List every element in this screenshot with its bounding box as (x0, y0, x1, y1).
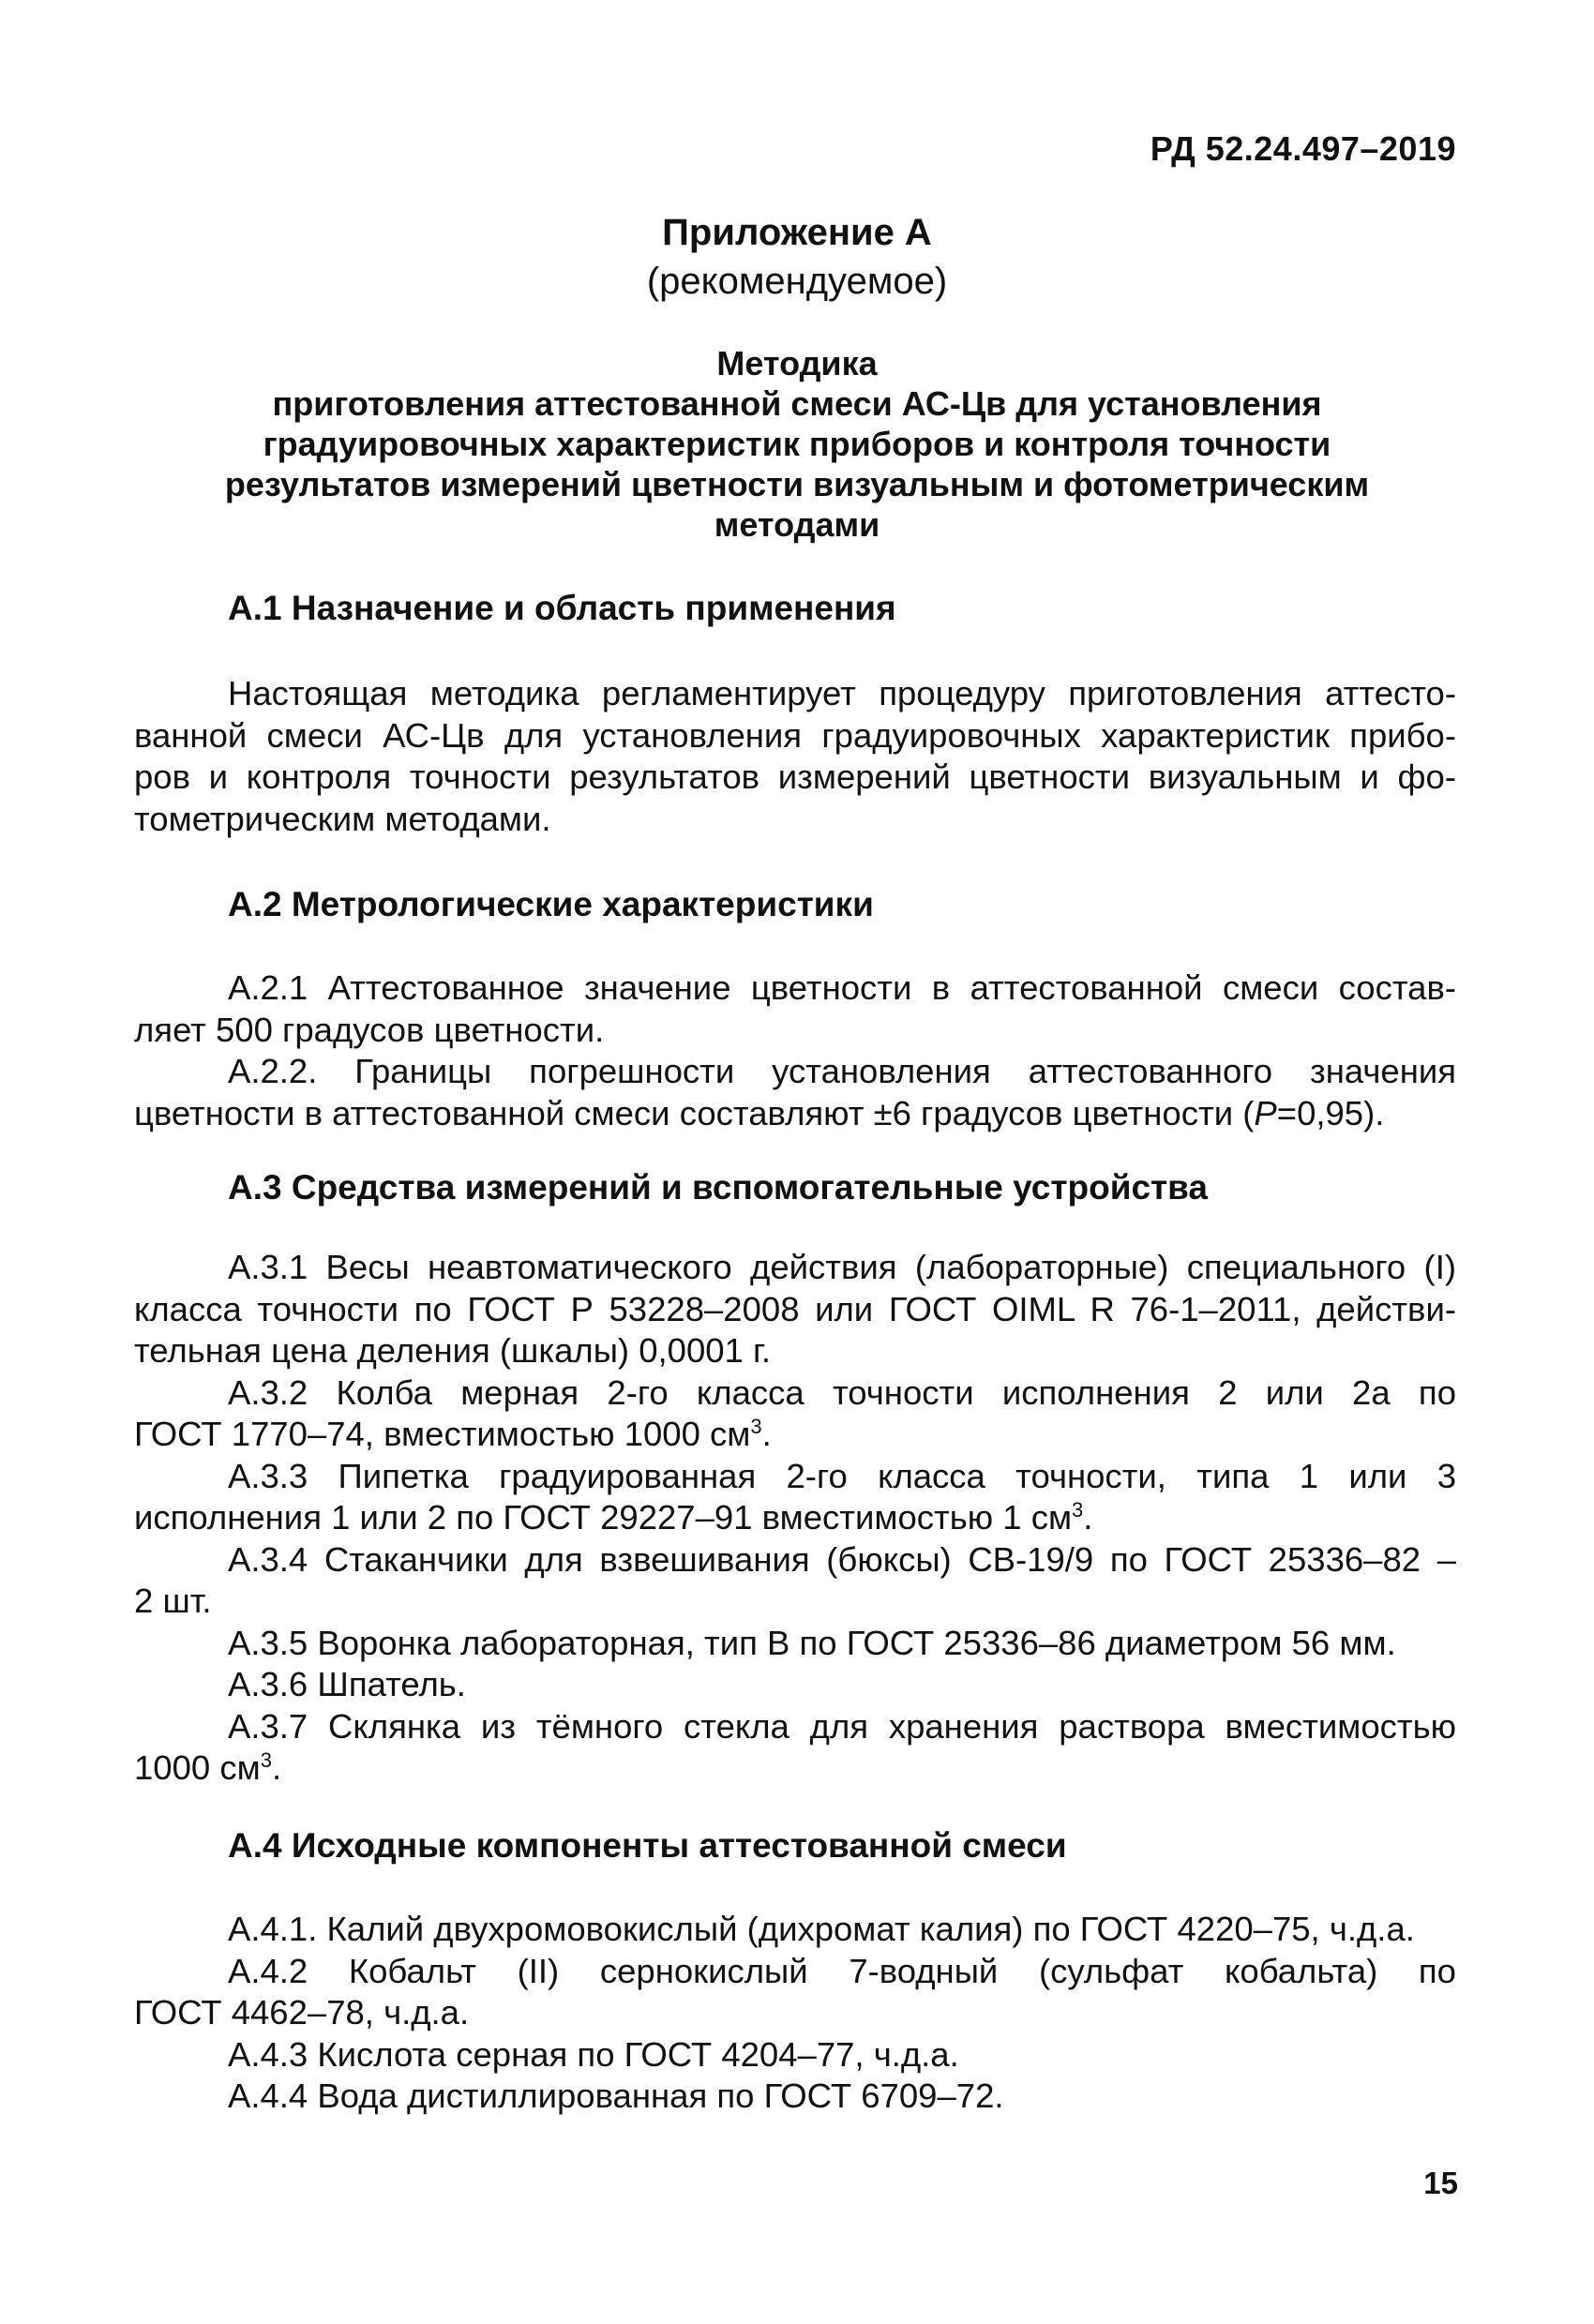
text-line: ляет 500 градусов цветности. (134, 1010, 605, 1049)
text-line: тометрическим методами. (134, 799, 551, 838)
text-line: А.4.4 Вода дистиллированная по ГОСТ 6709–72. (228, 2077, 1004, 2115)
text-line: А.3.2 Колба мерная 2-го класса точности исполнения 2 или 2а по (228, 1372, 1456, 1412)
methodology-line: приготовления аттестованной смеси АС-Цв для установления (272, 384, 1322, 423)
methodology-heading: Методика (716, 344, 878, 382)
appendix-subtitle: (рекомендуемое) (646, 261, 948, 302)
text-line: А.2.2. Границы погрешности установления аттестованного значения (228, 1052, 1456, 1090)
section-a4-title: А.4 Исходные компоненты аттестованной смеси (228, 1826, 1067, 1865)
text-line: ванной смеси АС-Цв для установления градуировочных характеристик прибо- (134, 715, 1456, 755)
methodology-title (0, 343, 1594, 545)
methodology-line: результатов измерений цветности визуальным и фотометрическим (224, 465, 1370, 503)
text-line: Настоящая методика регламентирует процедуру приготовления аттесто- (228, 674, 1456, 712)
appendix-title: Приложение А (662, 212, 932, 253)
text-line: 2 шт. (134, 1582, 212, 1620)
section-a2-title: А.2 Метрологические характеристики (228, 885, 874, 923)
page-number: 15 (1423, 2166, 1458, 2200)
section-a1-text (134, 673, 1456, 840)
text-line: А.4.1. Калий двухромовокислый (дихромат калия) по ГОСТ 4220–75, ч.д.а. (228, 1910, 1415, 1948)
text-line: ГОСТ 1770–74, вместимостью 1000 $см^3$. (134, 1414, 772, 1453)
section-a1-title: А.1 Назначение и область применения (228, 589, 896, 627)
text-line: А.3.5 Воронка лабораторная, тип В по ГОСТ 25336–86 диаметром 56 мм. (228, 1623, 1396, 1662)
text-line: А.3.7 Склянка из тёмного стекла для хранения раствора вместимостью (228, 1706, 1456, 1746)
section-a2-text (134, 967, 1456, 1134)
document-number: РД 52.24.497–2019 (1150, 129, 1456, 168)
probability-symbol: Р (1254, 1093, 1277, 1132)
text-line: ГОСТ 4462–78, ч.д.а. (134, 1993, 470, 2032)
text-line: А.4.3 Кислота серная по ГОСТ 4204–77, ч.д.а. (228, 2034, 959, 2074)
methodology-line: методами (714, 505, 880, 544)
text-line: цветности в аттестованной смеси составляют ±6 градусов цветности (Р=0,95). (134, 1093, 1385, 1132)
text-line: исполнения 1 или 2 по ГОСТ 29227–91 вместимостью 1 $см^3$. (134, 1497, 1093, 1537)
text-line: А.3.4 Стаканчики для взвешивания (бюксы) СВ-19/9 по ГОСТ 25336–82 – (228, 1539, 1456, 1579)
text-line: А.3.1 Весы неавтоматического действия (лабораторные) специального (I) (228, 1248, 1456, 1286)
section-a4-text (134, 1909, 1456, 2118)
text-line: 1000 $см^3$. (134, 1747, 282, 1787)
text-line: А.2.1 Аттестованное значение цветности в аттестованной смеси состав- (228, 968, 1456, 1007)
text-line: ров и контроля точности результатов измерений цветности визуальным и фо- (134, 757, 1456, 796)
text-line: А.3.6 Шпатель. (228, 1665, 466, 1703)
methodology-line: градуировочных характеристик приборов и контроля точности (263, 425, 1331, 463)
text-line: класса точности по ГОСТ Р 53228–2008 или ГОСТ OIML R 76-1–2011, действи- (134, 1289, 1456, 1328)
text-line: А.4.2 Кобальт (II) сернокислый 7-водный (сульфат кобальта) по (228, 1951, 1456, 1990)
section-a3-text (134, 1247, 1456, 1790)
section-a3-title: А.3 Средства измерений и вспомогательные устройства (228, 1168, 1208, 1207)
text-line: тельная цена деления (шкалы) 0,0001 г. (134, 1331, 772, 1370)
text-line: А.3.3 Пипетка градуированная 2-го класса точности, типа 1 или 3 (228, 1456, 1456, 1495)
